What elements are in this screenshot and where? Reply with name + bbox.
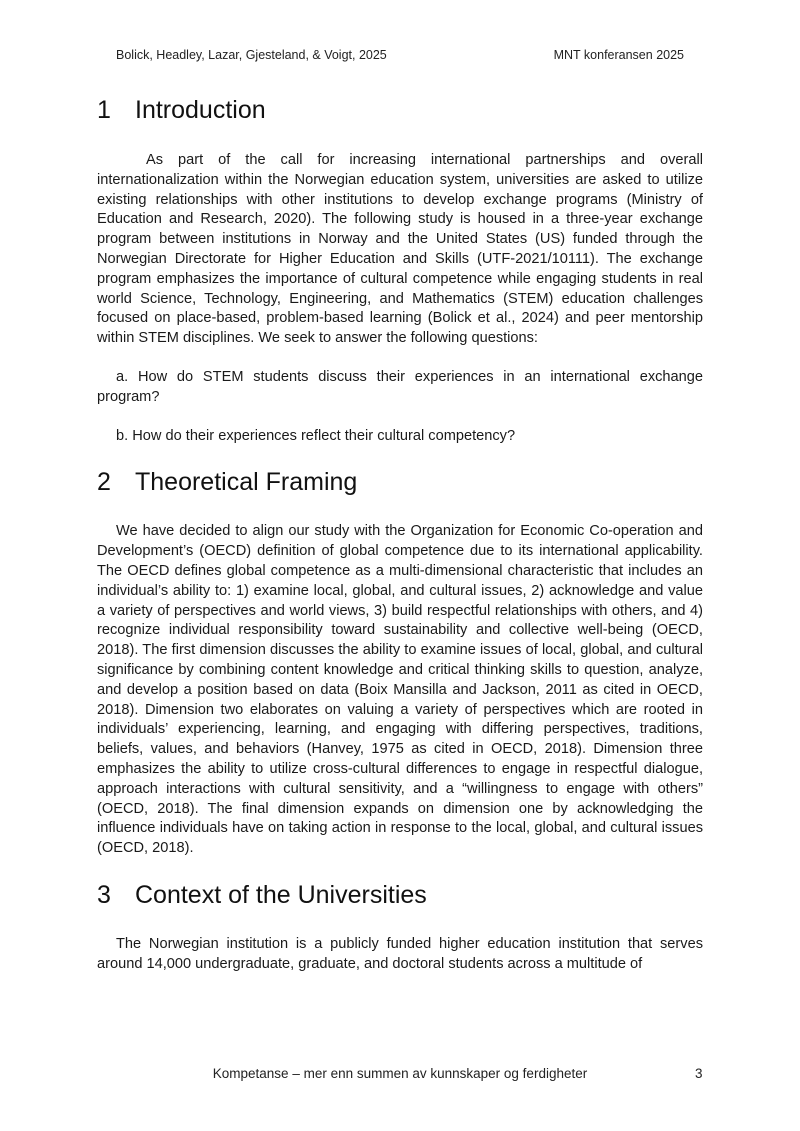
research-question-b: b. How do their experiences reflect their cultural competency?	[116, 427, 516, 444]
footer-tagline: Kompetanse – mer enn summen av kunnskaper og ferdigheter	[212, 1066, 588, 1081]
section-heading-theoretical-framing	[97, 468, 703, 497]
header-authors: Bolick, Headley, Lazar, Gjesteland, & Voigt, 2025	[116, 48, 387, 62]
section-title: Introduction	[135, 96, 266, 124]
page-number: 3	[695, 1066, 703, 1081]
running-header	[116, 48, 684, 62]
context-paragraph: The Norwegian institution is a publicly funded higher education institution that serves around 14,000 undergraduate, graduate, and doctoral students across a multitude of	[97, 935, 703, 972]
section-number: 2	[97, 468, 111, 497]
header-conference: MNT konferansen 2025	[553, 48, 684, 62]
section-number: 1	[97, 96, 111, 124]
section-title: Context of the Universities	[135, 880, 427, 909]
page-content	[97, 96, 703, 975]
section-heading-introduction	[97, 96, 703, 125]
intro-paragraph: As part of the call for increasing international partnerships and overall internationalization within the Norwegian education system, universities are asked to utilize existing relationships with other institutions to develop exchange programs (Ministry of Education and Research, 2020). The following study is housed in a three-year exchange program between institutions in Norway and the United States (US) funded through the Norwegian Directorate for Higher Education and Skills (UTF-2021/10111). The exchange program emphasizes the importance of cultural competence while engaging students in real world Science, Technology, Engineering, and Mathematics (STEM) education challenges focused on place-based, problem-based learning (Bolick et al., 2024) and peer mentorship within STEM disciplines. We seek to answer the following questions:	[97, 152, 703, 347]
section-title: Theoretical Framing	[135, 468, 358, 497]
section-heading-context	[97, 881, 703, 910]
research-question-a: a. How do STEM students discuss their experiences in an international exchange program?	[97, 368, 703, 405]
section-number: 3	[97, 880, 111, 909]
theory-paragraph: We have decided to align our study with the Organization for Economic Co-operation and Development’s (OECD) definition of global competence due to its international applicability. The OECD defines global competence as a multi-dimensional characteristic that includes an individual’s ability to: 1) examine local, global, and cultural issues, 2) acknowledge and value a variety of perspectives and world views, 3) build respectful relationships with others, and 4) recognize individual responsibility toward sustainability and collective well-being (OECD, 2018). The first dimension discusses the ability to examine issues of local, global, and cultural significance by combining content knowledge and critical thinking skills to question, analyze, and develop a position based on data (Boix Mansilla and Jackson, 2011 as cited in OECD, 2018). Dimension two elaborates on valuing a variety of perspectives which are rooted in individuals’ experiencing, learning, and engaging with differing perspectives, traditions, beliefs, values, and behaviors (Hanvey, 1975 as cited in OECD, 2018). Dimension three emphasizes the ability to utilize cross-cultural differences to engage in respectful dialogue, approach interactions with cultural sensitivity, and a “willingness to engage with others” (OECD, 2018). The final dimension expands on dimension one by acknowledging the influence individuals have on taking action in response to the local, global, and cultural issues (OECD, 2018).	[97, 523, 703, 857]
